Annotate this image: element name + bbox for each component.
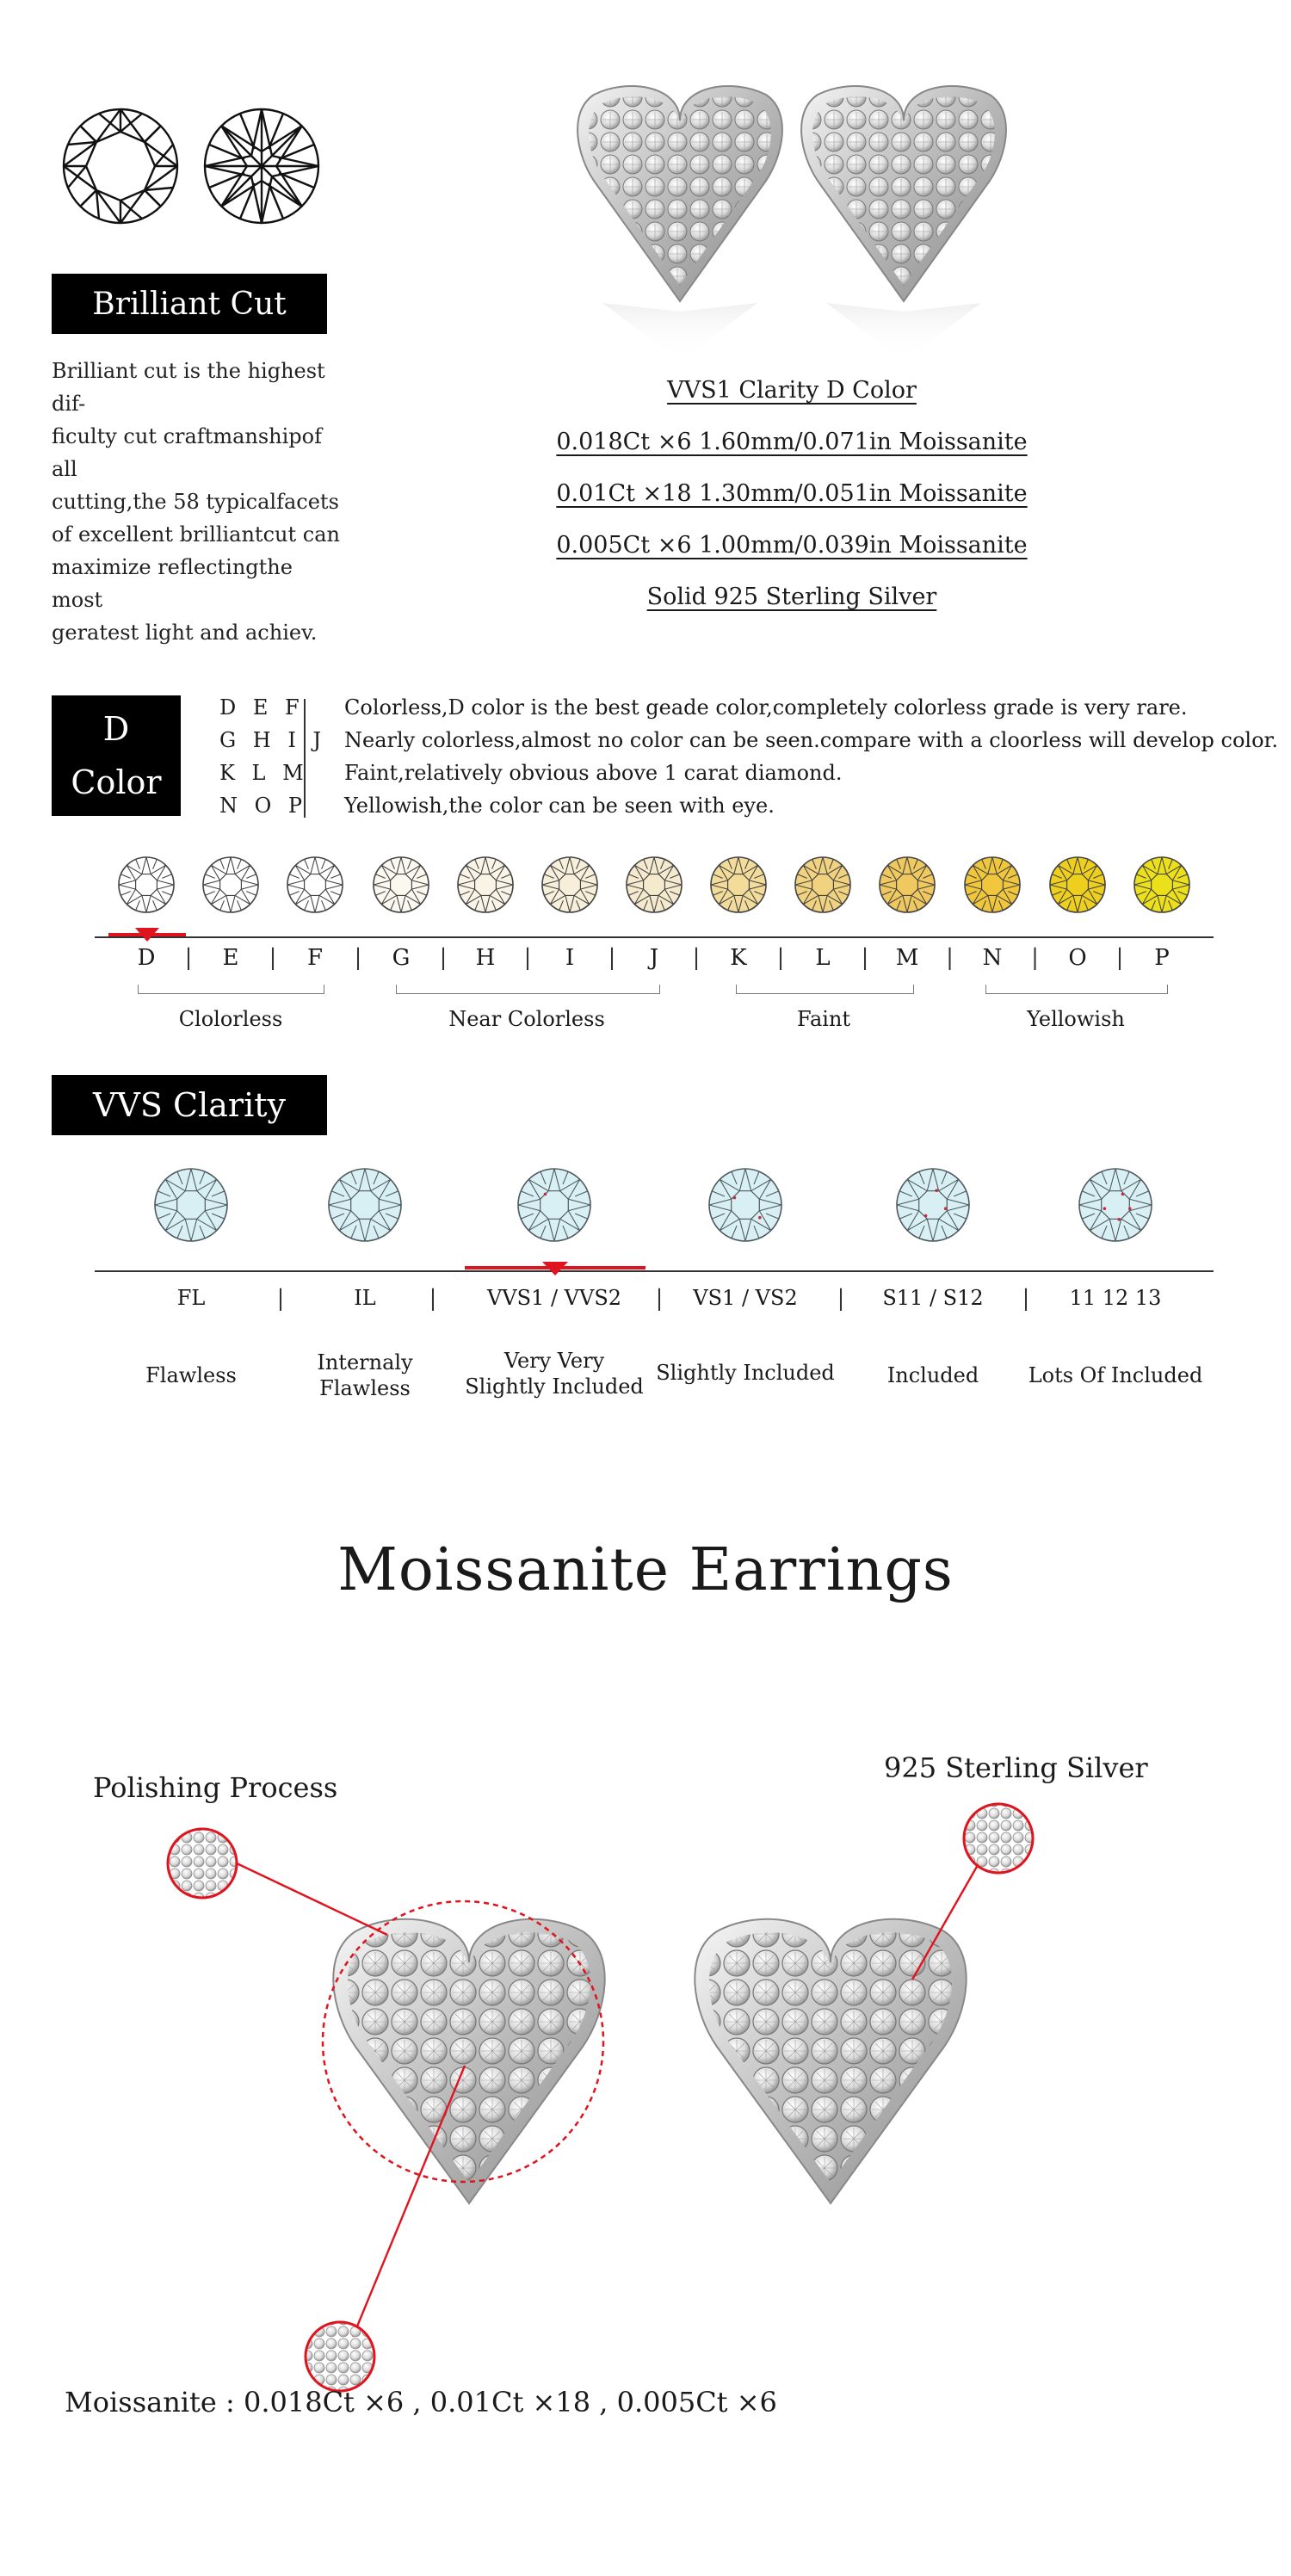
clarity-gem-1-icon (152, 1166, 230, 1244)
brilliant-cut-top-view-icon (60, 106, 181, 226)
color-sep: | (861, 945, 869, 971)
color-sep: | (439, 945, 448, 971)
color-letter-g: G (392, 945, 411, 971)
clarity-sep: | (655, 1286, 664, 1312)
clarity-label-fl: FL (176, 1286, 206, 1310)
color-gem-l-icon (793, 855, 853, 915)
color-letter-e: E (222, 945, 239, 971)
group-label-faint: Faint (796, 1007, 851, 1031)
clarity-label-si: S11 / S12 (882, 1286, 984, 1310)
clarity-desc-included: Included (886, 1363, 979, 1387)
group-label-yellowish: Yellowish (1027, 1007, 1125, 1031)
clarity-desc-slightly-included: Slightly Included (656, 1361, 835, 1385)
color-letter-d: D (137, 945, 156, 971)
group-label-near-colorless: Near Colorless (448, 1007, 605, 1031)
clarity-desc-internally-flawless: Internaly Flawless (317, 1350, 413, 1400)
clarity-selected-marker-icon (540, 1260, 570, 1277)
color-gem-g-icon (371, 855, 431, 915)
grade-desc-colorless: Colorless,D color is the best geade color,completely colorless grade is very rare. (344, 695, 1188, 720)
brilliant-cut-title: Brilliant Cut (52, 274, 327, 334)
color-sep: | (354, 945, 362, 971)
clarity-gem-3-icon (516, 1166, 593, 1244)
brilliant-cut-description: Brilliant cut is the highest dif- ficulty cut craftmanshipof all cutting,the 58 typicalfacets of excellent brilliantcut can maximize reflectingthe most geratest light and achiev. (52, 359, 340, 645)
bracket-faint (736, 985, 914, 994)
d-color-badge-word: Color (71, 763, 162, 801)
grade-letters-nop: N O P (219, 794, 308, 818)
color-gem-n-icon (962, 855, 1022, 915)
color-sep: | (1031, 945, 1039, 971)
vvs-clarity-title: VVS Clarity (52, 1075, 327, 1135)
color-letter-k: K (730, 945, 747, 971)
color-gem-e-icon (201, 855, 261, 915)
grade-letters-ghij: G H I J (219, 728, 327, 752)
color-letter-o: O (1068, 945, 1087, 971)
polishing-process-label: Polishing Process (93, 1771, 338, 1804)
earring-detail-diagram (0, 1790, 1291, 2393)
group-label-colorless: Clolorless (178, 1007, 283, 1031)
clarity-desc-vvs: Very Very Slightly Included (465, 1349, 644, 1399)
grade-letters-def: D E F (219, 695, 305, 720)
clarity-label-vs: VS1 / VS2 (693, 1286, 798, 1310)
clarity-label-i: 11 12 13 (1069, 1286, 1162, 1310)
clarity-sep: | (837, 1286, 845, 1312)
product-title: Moissanite Earrings (337, 1536, 954, 1604)
color-gem-m-icon (877, 855, 937, 915)
color-gem-d-icon (116, 855, 176, 915)
color-letter-f: F (306, 945, 324, 971)
color-letter-j: J (649, 945, 659, 971)
sterling-silver-label: 925 Sterling Silver (884, 1751, 1148, 1784)
color-gem-h-icon (455, 855, 516, 915)
color-sep: | (776, 945, 785, 971)
color-sep: | (946, 945, 954, 971)
grade-desc-near-colorless: Nearly colorless,almost no color can be seen.compare with a cloorless will develop color. (344, 728, 1279, 752)
clarity-sep: | (1022, 1286, 1030, 1312)
clarity-desc-flawless: Flawless (145, 1363, 237, 1387)
color-letter-i: I (565, 945, 575, 971)
color-gem-o-icon (1047, 855, 1108, 915)
color-selected-marker-icon (133, 926, 161, 943)
d-color-badge-letter: D (102, 710, 130, 748)
clarity-gem-6-icon (1077, 1166, 1154, 1244)
clarity-desc-lots-included: Lots Of Included (1028, 1363, 1203, 1387)
color-gem-i-icon (540, 855, 600, 915)
clarity-label-il: IL (354, 1286, 376, 1310)
spec-metal: Solid 925 Sterling Silver (646, 584, 937, 610)
bracket-near-colorless (396, 985, 660, 994)
color-letter-p: P (1154, 945, 1170, 971)
color-letter-m: M (895, 945, 919, 971)
heart-earrings-product-image (568, 77, 1016, 370)
color-sep: | (608, 945, 616, 971)
color-gem-j-icon (624, 855, 684, 915)
clarity-sep: | (276, 1286, 285, 1312)
spec-clarity-color: VVS1 Clarity D Color (667, 377, 917, 404)
brilliant-cut-bottom-view-icon (201, 106, 322, 226)
grade-desc-yellowish: Yellowish,the color can be seen with eye. (344, 794, 775, 818)
color-sep: | (692, 945, 701, 971)
bracket-colorless (138, 985, 324, 994)
color-scale-line (95, 936, 1214, 938)
moissanite-stones-label: Moissanite : 0.018Ct ×6 , 0.01Ct ×18 , 0.005Ct ×6 (65, 2386, 777, 2418)
spec-stone-large: 0.018Ct ×6 1.60mm/0.071in Moissanite (556, 429, 1028, 455)
spec-stone-small: 0.005Ct ×6 1.00mm/0.039in Moissanite (556, 532, 1028, 559)
color-sep: | (184, 945, 193, 971)
clarity-gem-2-icon (326, 1166, 404, 1244)
grade-desc-faint: Faint,relatively obvious above 1 carat diamond. (344, 761, 843, 785)
spec-stone-medium: 0.01Ct ×18 1.30mm/0.051in Moissanite (556, 480, 1028, 507)
color-gem-k-icon (708, 855, 769, 915)
clarity-scale-line (95, 1270, 1214, 1272)
color-sep: | (269, 945, 277, 971)
color-gem-f-icon (285, 855, 345, 915)
d-color-badge (52, 695, 181, 816)
grade-letters-klm: K L M (219, 761, 309, 785)
clarity-gem-4-icon (707, 1166, 784, 1244)
clarity-sep: | (429, 1286, 437, 1312)
clarity-label-vvs: VVS1 / VVS2 (486, 1286, 622, 1310)
color-letter-h: H (475, 945, 496, 971)
color-letter-l: L (815, 945, 831, 971)
clarity-gem-5-icon (894, 1166, 972, 1244)
color-sep: | (1115, 945, 1124, 971)
bracket-yellowish (985, 985, 1168, 994)
color-sep: | (523, 945, 532, 971)
color-letter-n: N (982, 945, 1003, 971)
color-gem-p-icon (1132, 855, 1192, 915)
